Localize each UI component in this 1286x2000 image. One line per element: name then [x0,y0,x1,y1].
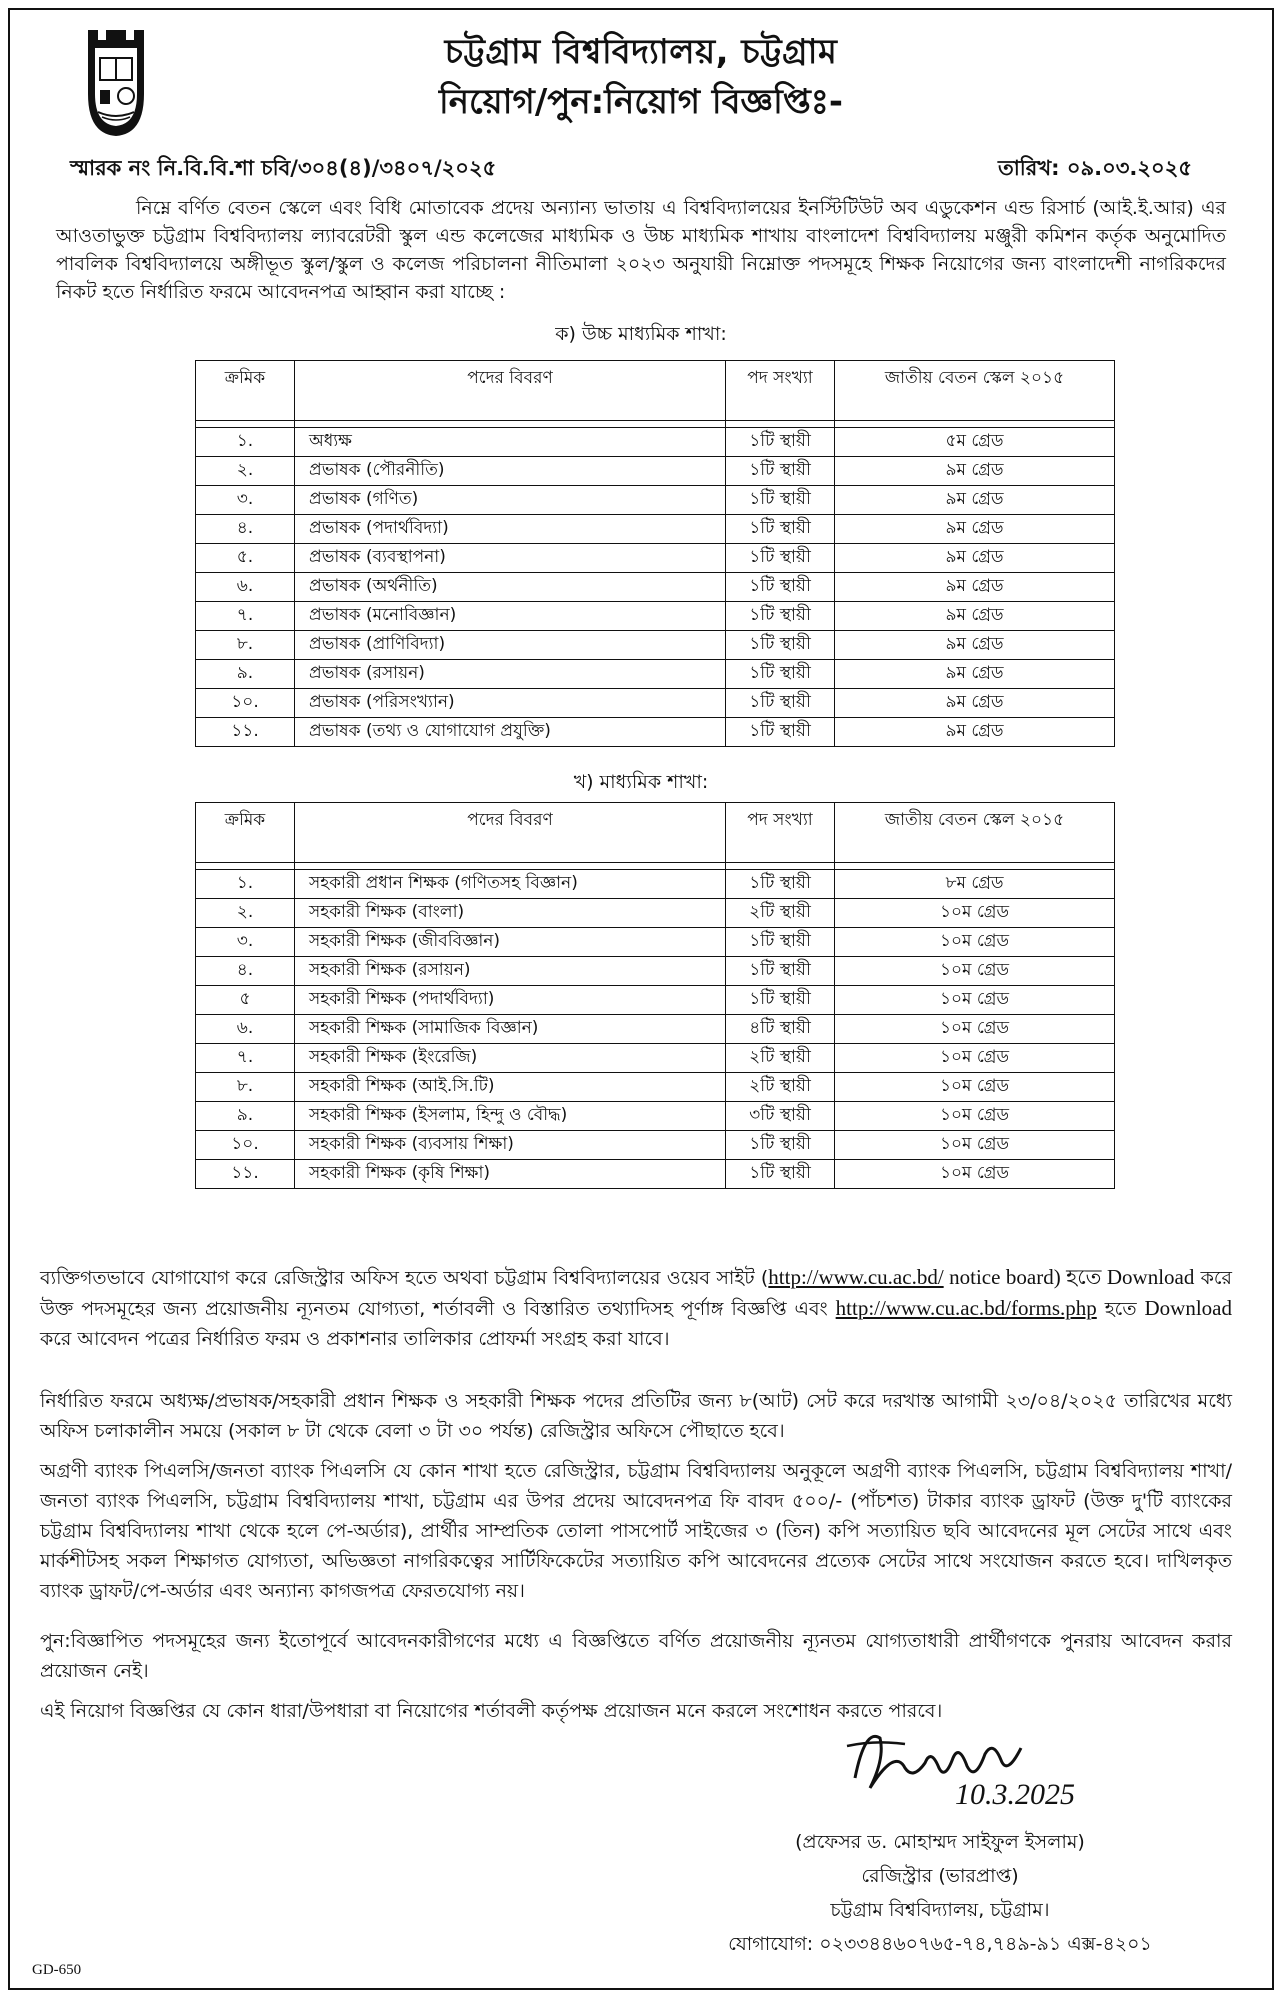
cell-count: ৪টি স্থায়ী [726,1015,835,1044]
table-header-row [196,803,1115,863]
cell-serial: ৬. [196,573,295,602]
cell-description: সহকারী শিক্ষক (আই.সি.টি) [295,1073,726,1102]
cell-count: ১টি স্থায়ী [726,486,835,515]
cell-scale: ৯ম গ্রেড [835,573,1115,602]
cell-serial: ৯. [196,1102,295,1131]
cell-serial: ৭. [196,1044,295,1073]
cell-description: প্রভাষক (ব্যবস্থাপনা) [295,544,726,573]
cell-serial: ১. [196,870,295,899]
col-serial: ক্রমিক [196,361,295,421]
cell-count: ১টি স্থায়ী [726,428,835,457]
col-count: পদ সংখ্যা [726,361,835,421]
cell-description: সহকারী শিক্ষক (ইসলাম, হিন্দু ও বৌদ্ধ) [295,1102,726,1131]
cell-serial: ১১. [196,1160,295,1189]
cell-serial: ৬. [196,1015,295,1044]
cell-scale: ১০ম গ্রেড [835,1015,1115,1044]
cell-description: প্রভাষক (অর্থনীতি) [295,573,726,602]
cell-serial: ৮. [196,631,295,660]
contact-info: যোগাযোগ: ০২৩৩৪৪৬০৭৬৫-৭৪,৭৪৯-৯১ এক্স-৪২০১ [728,1933,1152,1955]
cell-serial: ৪. [196,515,295,544]
notice-date: তারিখ: ০৯.০৩.২০২৫ [997,156,1192,180]
cell-serial: ২. [196,899,295,928]
cell-serial: ৭. [196,602,295,631]
cell-description: প্রভাষক (পৌরনীতি) [295,457,726,486]
cell-description: সহকারী শিক্ষক (বাংলা) [295,899,726,928]
spacer-cell [726,863,835,870]
cell-scale: ৯ম গ্রেড [835,602,1115,631]
forms-link-base: http://www.cu.ac.bd/ [835,1296,1012,1320]
cell-serial: ৫ [196,986,295,1015]
cell-scale: ১০ম গ্রেড [835,986,1115,1015]
cell-count: ১টি স্থায়ী [726,457,835,486]
cell-description: প্রভাষক (মনোবিজ্ঞান) [295,602,726,631]
cell-description: প্রভাষক (রসায়ন) [295,660,726,689]
notice-page [8,8,1274,1990]
cell-scale: ৯ম গ্রেড [835,486,1115,515]
download-text-3: করে উক্ত পদসমূহের জন্য প্রয়োজনীয় ন্যূনতম যোগ্যতা, শর্তাবলী ও বিস্তারিত তথ্যাদিসহ পূর্ণাঙ্গ বিজ্ঞপ্তি এবং [40,1267,1232,1320]
cell-serial: ২. [196,457,295,486]
cell-description: প্রভাষক (পরিসংখ্যান) [295,689,726,718]
cell-description: সহকারী শিক্ষক (কৃষি শিক্ষা) [295,1160,726,1189]
cell-serial: ১০. [196,1131,295,1160]
table-row [196,515,1115,544]
table-row [196,1015,1115,1044]
cell-description: অধ্যক্ষ [295,428,726,457]
table-row [196,986,1115,1015]
spacer-cell [835,863,1115,870]
cell-scale: ৮ম গ্রেড [835,870,1115,899]
signatory-name: (প্রফেসর ড. মোহাম্মদ সাইফুল ইসলাম) [795,1831,1085,1853]
cell-serial: ৫. [196,544,295,573]
cell-count: ২টি স্থায়ী [726,899,835,928]
download-text-1: ব্যক্তিগতভাবে যোগাযোগ করে রেজিস্ট্রার অফিস হতে অথবা চট্টগ্রাম বিশ্ববিদ্যালয়ের ওয়েব সাইট ( [40,1267,769,1289]
cell-description: সহকারী শিক্ষক (রসায়ন) [295,957,726,986]
table-row [196,1102,1115,1131]
table-row [196,1160,1115,1189]
spacer-cell [726,421,835,428]
cell-count: ১টি স্থায়ী [726,870,835,899]
cell-serial: ১. [196,428,295,457]
table-row [196,602,1115,631]
secondary-title: খ) মাধ্যমিক শাখা: [573,771,709,793]
website-link[interactable]: http://www.cu.ac.bd/ [768,1265,944,1289]
table-row [196,1073,1115,1102]
footer-code: GD-650 [32,1962,82,1978]
cell-scale: ৯ম গ্রেড [835,515,1115,544]
signatory-designation: রেজিস্ট্রার (ভারপ্রাপ্ত) [861,1865,1019,1887]
signatory-institution: চট্টগ্রাম বিশ্ববিদ্যালয়, চট্টগ্রাম। [830,1899,1050,1921]
cell-serial: ১১. [196,718,295,747]
table-row [196,899,1115,928]
cell-description: প্রভাষক (পদার্থবিদ্যা) [295,515,726,544]
cell-count: ১টি স্থায়ী [726,573,835,602]
forms-link-tail: forms.php [1011,1296,1097,1320]
download-paragraph [40,1262,1232,1354]
col-scale: জাতীয় বেতন স্কেল ২০১৫ [835,803,1115,863]
cell-scale: ৯ম গ্রেড [835,718,1115,747]
cell-description: সহকারী শিক্ষক (পদার্থবিদ্যা) [295,986,726,1015]
table-row [196,428,1115,457]
cell-description: প্রভাষক (গণিত) [295,486,726,515]
cell-serial: ১০. [196,689,295,718]
table-row [196,486,1115,515]
cell-count: ১টি স্থায়ী [726,928,835,957]
download-text-5: করে আবেদন পত্রের নির্ধারিত ফরম ও প্রকাশনার তালিকার প্রোফর্মা সংগ্রহ করা যাবে। [40,1328,670,1350]
bank-paragraph: অগ্রণী ব্যাংক পিএলসি/জনতা ব্যাংক পিএলসি যে কোন শাখা হতে রেজিস্ট্রার, চট্টগ্রাম বিশ্ববিদ্যালয় অনুকূলে অগ্রণী ব্যাংক পিএলসি, চট্টগ্রাম বিশ্ববিদ্যালয় শাখা/জনতা ব্যাংক পিএলসি, চট্টগ্রাম বিশ্ববিদ্যালয় শাখা, চট্টগ্রাম এর উপর প্রদেয় আবেদনপত্র ফি বাবদ ৫০০/- (পাঁচশত) টাকার ব্যাংক ড্রাফট (উক্ত দু'টি ব্যাংকের চট্টগ্রাম বিশ্ববিদ্যালয় শাখা থেকে হলে পে-অর্ডার), প্রার্থীর সাম্প্রতিক তোলা পাসপোর্ট সাইজের ৩ (তিন) কপি সত্যায়িত ছবি আবেদনের মূল সেটের সাথে এবং মার্কশীটসহ সকল শিক্ষাগত যোগ্যতা, অভিজ্ঞতা নাগরিকত্বের সার্টিফিকেটের সত্যায়িত কপি আবেদনের প্রত্যেক সেটের সাথে সংযোজন করতে হবে। দাখিলকৃত ব্যাংক ড্রাফট/পে-অর্ডার এবং অন্যান্য কাগজপত্র ফেরতযোগ্য নয়। [40,1460,1232,1602]
table-row [196,1131,1115,1160]
memo-number: স্মারক নং নি.বি.বি.শা চবি/৩০৪(৪)/৩৪০৭/২০২৫ [70,156,497,180]
cell-description: প্রভাষক (প্রাণিবিদ্যা) [295,631,726,660]
cell-scale: ১০ম গ্রেড [835,1131,1115,1160]
cell-description: সহকারী শিক্ষক (ব্যবসায় শিক্ষা) [295,1131,726,1160]
col-description: পদের বিবরণ [295,803,726,863]
cell-scale: ১০ম গ্রেড [835,928,1115,957]
cell-count: ১টি স্থায়ী [726,631,835,660]
cell-scale: ৯ম গ্রেড [835,457,1115,486]
higher-secondary-title: ক) উচ্চ মাধ্যমিক শাখা: [555,323,727,345]
cell-count: ১টি স্থায়ী [726,957,835,986]
intro-paragraph: নিম্নে বর্ণিত বেতন স্কেলে এবং বিধি মোতাবেক প্রদেয় অন্যান্য ভাতায় এ বিশ্ববিদ্যালয়ের ইনস্টিটিউট অব এডুকেশন এন্ড রিসার্চ (আই.ই.আর) এর আওতাভুক্ত চট্টগ্রাম বিশ্ববিদ্যালয় ল্যাবরেটরী স্কুল এন্ড কলেজের মাধ্যমিক ও উচ্চ মাধ্যমিক শাখায় বাংলাদেশ বিশ্ববিদ্যালয় মঞ্জুরী কমিশন কর্তৃক অনুমোদিত পাবলিক বিশ্ববিদ্যালয়ে অঙ্গীভূত স্কুল/স্কুল ও কলেজ পরিচালনা নীতিমালা ২০২৩ অনুযায়ী নিম্নোক্ত পদসমূহে শিক্ষক নিয়োগের জন্য বাংলাদেশী নাগরিকদের নিকট হতে নির্ধারিত ফরমে আবেদনপত্র আহ্বান করা যাচ্ছে : [56,197,1226,303]
cell-scale: ৯ম গ্রেড [835,689,1115,718]
forms-link[interactable] [836,1296,1097,1320]
table-row [196,957,1115,986]
cell-count: ১টি স্থায়ী [726,986,835,1015]
cell-scale: ১০ম গ্রেড [835,899,1115,928]
table-row [196,870,1115,899]
cell-count: ১টি স্থায়ী [726,660,835,689]
higher-secondary-table [195,360,1115,747]
cell-count: ১টি স্থায়ী [726,689,835,718]
cell-count: ২টি স্থায়ী [726,1073,835,1102]
spacer-cell [196,863,295,870]
download-text-4: হতে [1096,1298,1145,1320]
cell-description: সহকারী শিক্ষক (ইংরেজি) [295,1044,726,1073]
spacer-cell [835,421,1115,428]
table-row [196,1044,1115,1073]
amendment-paragraph: এই নিয়োগ বিজ্ঞপ্তির যে কোন ধারা/উপধারা বা নিয়োগের শর্তাবলী কর্তৃপক্ষ প্রয়োজন মনে করলে সংশোধন করতে পারবে। [40,1700,943,1722]
spacer-cell [295,863,726,870]
table-row [196,689,1115,718]
cell-count: ১টি স্থায়ী [726,718,835,747]
table-spacer-row [196,863,1115,870]
svg-text:10.3.2025: 10.3.2025 [955,1778,1075,1811]
col-count: পদ সংখ্যা [726,803,835,863]
cell-serial: ৪. [196,957,295,986]
download-word-1: Download [1106,1265,1195,1289]
secondary-rows [196,863,1115,1189]
cell-description: সহকারী শিক্ষক (জীববিজ্ঞান) [295,928,726,957]
cell-count: ১টি স্থায়ী [726,515,835,544]
cell-serial: ৩. [196,486,295,515]
cell-description: সহকারী শিক্ষক (সামাজিক বিজ্ঞান) [295,1015,726,1044]
signature-icon [835,1718,1180,1813]
table-row [196,660,1115,689]
cell-count: ২টি স্থায়ী [726,1044,835,1073]
cell-serial: ৮. [196,1073,295,1102]
table-row [196,457,1115,486]
cell-scale: ৫ম গ্রেড [835,428,1115,457]
cell-description: প্রভাষক (তথ্য ও যোগাযোগ প্রযুক্তি) [295,718,726,747]
cell-scale: ১০ম গ্রেড [835,1102,1115,1131]
cell-count: ৩টি স্থায়ী [726,1102,835,1131]
cell-scale: ১০ম গ্রেড [835,1160,1115,1189]
table-header-row [196,361,1115,421]
secondary-table [195,802,1115,1189]
col-description: পদের বিবরণ [295,361,726,421]
table-row [196,718,1115,747]
table-spacer-row [196,421,1115,428]
higher-secondary-rows [196,421,1115,747]
submission-paragraph: নির্ধারিত ফরমে অধ্যক্ষ/প্রভাষক/সহকারী প্রধান শিক্ষক ও সহকারী শিক্ষক পদের প্রতিটির জন্য ৮(আট) সেট করে দরখাস্ত আগামী ২৩/০৪/২০২৫ তারিখের মধ্যে অফিস চলাকালীন সময়ে (সকাল ৮ টা থেকে বেলা ৩ টা ৩০ পর্যন্ত) রেজিস্ট্রার অফিসে পৌছাতে হবে। [40,1390,1232,1442]
readvertise-paragraph: পুন:বিজ্ঞাপিত পদসমূহের জন্য ইতোপূর্বে আবেদনকারীগণের মধ্যে এ বিজ্ঞপ্তিতে বর্ণিত প্রয়োজনীয় ন্যূনতম যোগ্যতাধারী প্রার্থীগণকে পুনরায় আবেদন করার প্রয়োজন নেই। [40,1630,1232,1682]
cell-serial: ৯. [196,660,295,689]
table-row [196,928,1115,957]
col-serial: ক্রমিক [196,803,295,863]
spacer-cell [295,421,726,428]
cell-scale: ১০ম গ্রেড [835,1044,1115,1073]
cell-count: ১টি স্থায়ী [726,1160,835,1189]
cell-count: ১টি স্থায়ী [726,544,835,573]
cell-scale: ৯ম গ্রেড [835,631,1115,660]
table-row [196,544,1115,573]
cell-scale: ১০ম গ্রেড [835,1073,1115,1102]
spacer-cell [196,421,295,428]
download-word-2: Download [1144,1296,1233,1320]
cell-scale: ১০ম গ্রেড [835,957,1115,986]
cell-count: ১টি স্থায়ী [726,602,835,631]
table-row [196,573,1115,602]
download-text-2: notice board) হতে [943,1265,1107,1289]
cell-scale: ৯ম গ্রেড [835,544,1115,573]
col-scale: জাতীয় বেতন স্কেল ২০১৫ [835,361,1115,421]
university-title: চট্টগ্রাম বিশ্ববিদ্যালয়, চট্টগ্রাম [444,32,838,72]
cell-count: ১টি স্থায়ী [726,1131,835,1160]
cell-serial: ৩. [196,928,295,957]
cell-description: সহকারী প্রধান শিক্ষক (গণিতসহ বিজ্ঞান) [295,870,726,899]
cell-scale: ৯ম গ্রেড [835,660,1115,689]
notice-title: নিয়োগ/পুন:নিয়োগ বিজ্ঞপ্তিঃ- [438,82,844,122]
table-row [196,631,1115,660]
